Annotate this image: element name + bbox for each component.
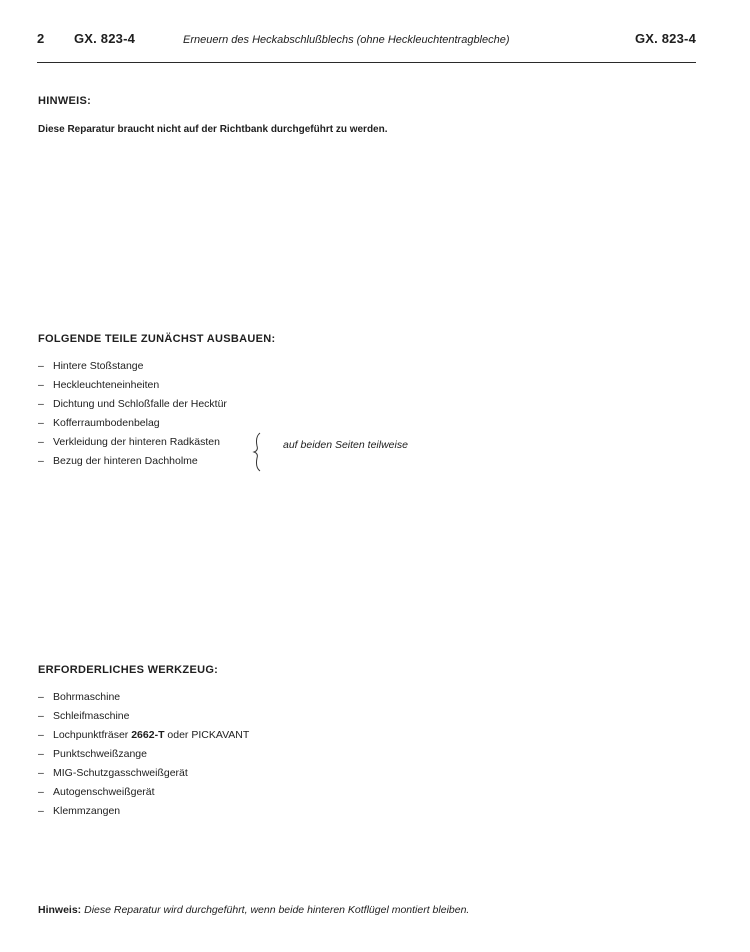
tool-name-suffix: oder PICKAVANT xyxy=(164,729,250,741)
list-item xyxy=(38,707,249,726)
list-item-text: Bezug der hinteren Dachholme xyxy=(53,455,198,467)
document-code-left: GX. 823-4 xyxy=(74,31,136,46)
list-item xyxy=(38,414,227,433)
list-item-text: Verkleidung der hinteren Radkästen xyxy=(53,436,220,448)
list-item xyxy=(38,688,249,707)
tool-part-number: 2662-T xyxy=(131,729,165,741)
list-dash: – xyxy=(38,786,44,798)
header-rule xyxy=(37,62,696,63)
list-item xyxy=(38,452,227,471)
footer-note xyxy=(38,904,469,916)
list-item xyxy=(38,433,227,452)
list-item xyxy=(38,783,249,802)
document-code-right: GX. 823-4 xyxy=(634,31,696,46)
tool-name: Bohrmaschine xyxy=(53,691,121,703)
tool-name: Autogenschweißgerät xyxy=(53,786,155,798)
tool-name: Klemmzangen xyxy=(53,805,121,817)
hinweis-heading: HINWEIS: xyxy=(38,95,92,107)
list-item xyxy=(38,726,249,745)
list-item-text: Hintere Stoßstange xyxy=(53,360,144,372)
list-item xyxy=(38,357,227,376)
list-dash: – xyxy=(38,691,44,703)
hinweis-text: Diese Reparatur braucht nicht auf der Richtbank durchgeführt zu werden. xyxy=(38,124,388,135)
page-title: Erneuern des Heckabschlußblechs (ohne Heckleuchtentragbleche) xyxy=(183,34,510,46)
list-item xyxy=(38,395,227,414)
list-item-text: Dichtung und Schloßfalle der Hecktür xyxy=(53,398,227,410)
list-dash: – xyxy=(38,455,44,467)
tool-name: Schleifmaschine xyxy=(53,710,130,722)
werkzeug-heading: ERFORDERLICHES WERKZEUG: xyxy=(38,664,219,676)
list-item-text: Heckleuchteneinheiten xyxy=(53,379,160,391)
werkzeug-list xyxy=(38,688,249,821)
tool-name: Lochpunktfräser xyxy=(53,729,132,741)
tool-name: Punktschweißzange xyxy=(53,748,147,760)
list-dash: – xyxy=(38,729,44,741)
list-dash: – xyxy=(38,767,44,779)
ausbauen-heading: FOLGENDE TEILE ZUNÄCHST AUSBAUEN: xyxy=(38,333,276,345)
list-dash: – xyxy=(38,360,44,372)
list-dash: – xyxy=(38,398,44,410)
footer-text: Diese Reparatur wird durchgeführt, wenn beide hinteren Kotflügel montiert bleiben. xyxy=(84,904,470,916)
list-dash: – xyxy=(38,748,44,760)
list-dash: – xyxy=(38,710,44,722)
list-item xyxy=(38,802,249,821)
list-dash: – xyxy=(38,805,44,817)
list-item xyxy=(38,764,249,783)
brace-icon xyxy=(251,432,265,472)
footer-label: Hinweis: xyxy=(38,904,82,916)
list-item-text: Kofferraumbodenbelag xyxy=(53,417,160,429)
ausbauen-list xyxy=(38,357,227,471)
list-item xyxy=(38,376,227,395)
list-dash: – xyxy=(38,436,44,448)
grouped-note: auf beiden Seiten teilweise xyxy=(283,439,408,451)
page-number: 2 xyxy=(37,31,45,46)
list-dash: – xyxy=(38,417,44,429)
tool-name: MIG-Schutzgasschweißgerät xyxy=(53,767,188,779)
list-dash: – xyxy=(38,379,44,391)
list-item xyxy=(38,745,249,764)
